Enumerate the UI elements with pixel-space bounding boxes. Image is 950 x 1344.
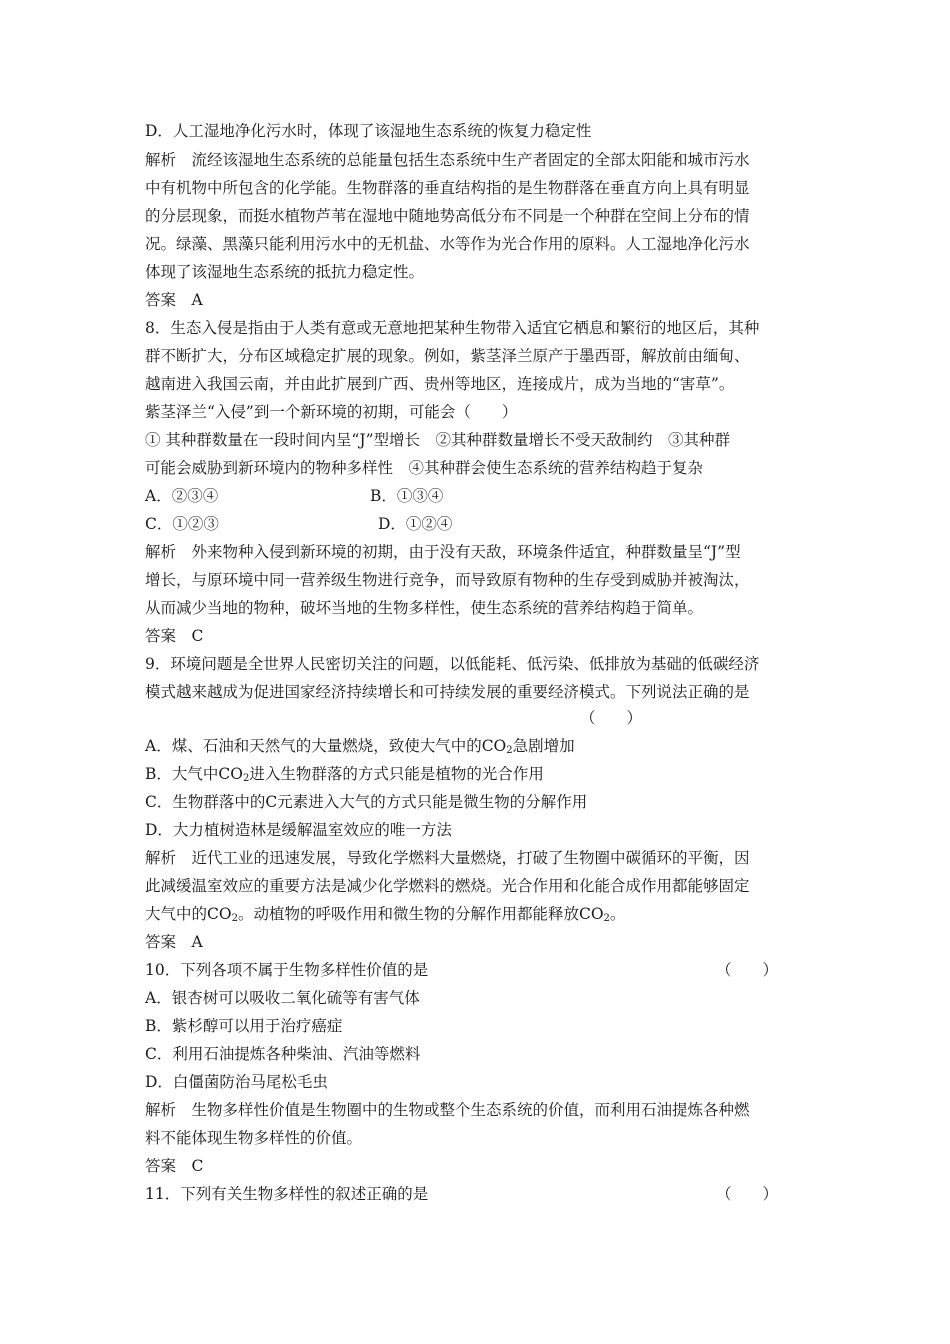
q9-analysis-line-3-c: 。 [609, 905, 626, 923]
q9-analysis-sub-1: 2 [231, 913, 238, 924]
q8-answer: 答案 C [145, 627, 204, 645]
q11-answer-blank: （ ） [716, 1185, 779, 1203]
q8-option-b: B．①③④ [370, 487, 444, 505]
q9-option-b-text: B．大气中CO [145, 765, 243, 783]
q8-stem-line-1: 8．生态入侵是指由于人类有意或无意地把某种生物带入适宜它栖息和繁衍的地区后，其种 [145, 319, 760, 337]
q9-option-a [145, 736, 575, 761]
q7-analysis-line-2: 中有机物中所包含的化学能。生物群落的垂直结构指的是生物群落在垂直方向上具有明显 [145, 179, 750, 197]
q9-analysis-sub-2: 2 [603, 913, 610, 924]
q9-analysis-line-2: 此减缓温室效应的重要方法是减少化学燃料的燃烧。光合作用和化能合成作用都能够固定 [145, 877, 750, 895]
q7-analysis-line-4: 况。绿藻、黑藻只能利用污水中的无机盐、水等作为光合作用的原料。人工湿地净化污水 [145, 235, 750, 253]
q10-answer-blank: （ ） [716, 961, 779, 979]
q9-option-a-subscript: 2 [506, 745, 513, 756]
q9-answer-blank: （ ） [580, 709, 643, 727]
q9-option-a-text: A．煤、石油和天然气的大量燃烧，致使大气中的CO [145, 737, 507, 755]
q8-stem-line-3: 越南进入我国云南，并由此扩展到广西、贵州等地区，连接成片，成为当地的“害草”。 [145, 375, 735, 393]
q8-option-c: C．①②③ [145, 515, 219, 533]
q9-stem-line-2: 模式越来越成为促进国家经济持续增长和可持续发展的重要经济模式。下列说法正确的是 [145, 683, 750, 701]
q8-analysis-line-1: 解析 外来物种入侵到新环境的初期，由于没有天敌，环境条件适宜，种群数量呈“J”型 [145, 543, 741, 561]
q8-stem-line-2: 群不断扩大，分布区域稳定扩展的现象。例如，紫茎泽兰原产于墨西哥，解放前由缅甸、 [145, 347, 750, 365]
q9-stem-line-1: 9．环境问题是全世界人民密切关注的问题，以低能耗、低污染、低排放为基础的低碳经济 [145, 655, 760, 673]
q9-option-a-tail: 急剧增加 [512, 737, 575, 755]
q10-option-b: B．紫杉醇可以用于治疗癌症 [145, 1017, 343, 1035]
q8-analysis-line-3: 从而减少当地的物种，破坏当地的生物多样性，使生态系统的营养结构趋于简单。 [145, 599, 704, 617]
q10-analysis-line-2: 料不能体现生物多样性的价值。 [145, 1129, 363, 1147]
q9-option-b-subscript: 2 [242, 773, 250, 784]
q8-stem-line-4: 紫茎泽兰“入侵”到一个新环境的初期，可能会（ ） [145, 403, 518, 421]
q10-analysis-line-1: 解析 生物多样性价值是生物圈中的生物或整个生态系统的价值，而利用石油提炼各种燃 [145, 1101, 750, 1119]
q9-analysis-line-3-b: 。动植物的呼吸作用和微生物的分解作用都能释放CO [237, 905, 604, 923]
q7-option-d: D．人工湿地净化污水时，体现了该湿地生态系统的恢复力稳定性 [145, 122, 592, 140]
q9-option-c: C．生物群落中的C元素进入大气的方式只能是微生物的分解作用 [145, 793, 588, 811]
q10-option-c: C．利用石油提炼各种柴油、汽油等燃料 [145, 1045, 421, 1063]
q10-stem: 10．下列各项不属于生物多样性价值的是 [145, 961, 429, 979]
q7-answer: 答案 A [145, 291, 203, 309]
q7-analysis-line-3: 的分层现象，而挺水植物芦苇在湿地中随地势高低分布不同是一个种群在空间上分布的情 [145, 207, 750, 225]
q9-analysis-line-3-a: 大气中的CO [145, 905, 232, 923]
q8-analysis-line-2: 增长，与原环境中同一营养级生物进行竞争，而导致原有物种的生存受到威胁并被淘汰， [145, 571, 750, 589]
q9-analysis-line-1: 解析 近代工业的迅速发展，导致化学燃料大量燃烧，打破了生物圈中碳循环的平衡，因 [145, 849, 750, 867]
q7-analysis-line-1: 解析 流经该湿地生态系统的总能量包括生态系统中生产者固定的全部太阳能和城市污水 [145, 151, 750, 169]
q9-answer: 答案 A [145, 933, 203, 951]
q8-statements-line-1: ① 其种群数量在一段时间内呈“J”型增长 ②其种群数量增长不受天敌制约 ③其种群 [145, 431, 730, 449]
q7-analysis-line-5: 体现了该湿地生态系统的抵抗力稳定性。 [145, 263, 425, 281]
q10-option-a: A．银杏树可以吸收二氧化硫等有害气体 [145, 989, 420, 1007]
q9-option-b [145, 764, 544, 789]
q8-option-d: D．①②④ [378, 515, 453, 533]
q9-option-d: D．大力植树造林是缓解温室效应的唯一方法 [145, 821, 452, 839]
q10-answer: 答案 C [145, 1157, 204, 1175]
q8-statements-line-2: 可能会威胁到新环境内的物种多样性 ④其种群会使生态系统的营养结构趋于复杂 [145, 459, 704, 477]
q9-option-b-tail: 进入生物群落的方式只能是植物的光合作用 [249, 765, 544, 783]
q11-stem: 11．下列有关生物多样性的叙述正确的是 [145, 1185, 429, 1203]
q8-option-a: A．②③④ [145, 487, 219, 505]
q9-analysis-line-3 [145, 904, 625, 929]
q10-option-d: D．白僵菌防治马尾松毛虫 [145, 1073, 328, 1091]
